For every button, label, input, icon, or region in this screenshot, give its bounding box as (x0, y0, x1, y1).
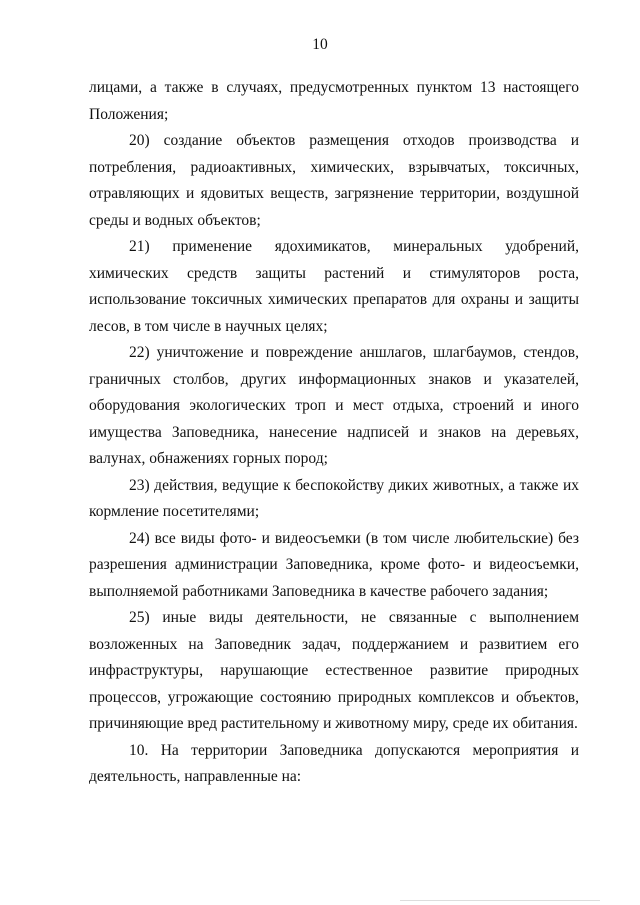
paragraph-item-21: 21) применение ядохимикатов, минеральных удобрений, химических средств защиты растений и стимуляторов роста, использование токсичных химических препаратов для охраны и защиты лесов, в том числе в научных целях; (89, 238, 579, 335)
paragraph-item-24: 24) все виды фото- и видеосъемки (в том числе любительские) без разрешения администрации Заповедника, кроме фото- и видеосъемки, выполняемой работниками Заповедника в качестве рабочего задания; (89, 529, 579, 600)
paragraph-section-10: 10. На территории Заповедника допускаются мероприятия и деятельность, направленные на: (89, 741, 579, 785)
page-number: 10 (312, 36, 328, 53)
paragraph-item-25: 25) иные виды деятельности, не связанные с выполнением возложенных на Заповедник задач, поддержанием и развитием его инфраструктуры, нарушающие естественное развитие природных процессов, угрожающие состоянию природных комплексов и объектов, причиняющие вред растительному и животному миру, среде их обитания. (89, 609, 579, 732)
document-body (89, 75, 579, 791)
paragraph-item-22: 22) уничтожение и повреждение аншлагов, шлагбаумов, стендов, граничных столбов, других информационных знаков и указателей, оборудования экологических троп и мест отдыха, строений и иного имущества Заповедника, нанесение надписей и знаков на деревьях, валунах, обнажениях горных пород; (89, 344, 579, 467)
paragraph-item-20: 20) создание объектов размещения отходов производства и потребления, радиоактивных, химических, взрывчатых, токсичных, отравляющих и ядовитых веществ, загрязнение территории, воздушной среды и водных объектов; (89, 132, 579, 229)
paragraph-continuation: лицами, а также в случаях, предусмотренных пунктом 13 настоящего Положения; (89, 79, 579, 123)
paragraph-item-23: 23) действия, ведущие к беспокойству диких животных, а также их кормление посетителями; (89, 476, 579, 520)
scan-edge-divider (400, 900, 600, 901)
